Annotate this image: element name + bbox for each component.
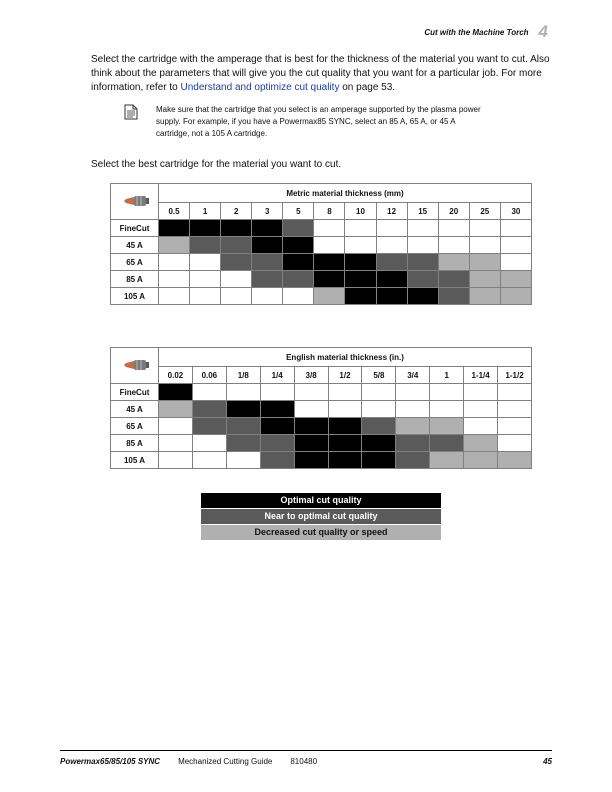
quality-cell bbox=[221, 220, 252, 237]
quality-cell bbox=[328, 418, 362, 435]
quality-cell bbox=[159, 384, 193, 401]
quality-cell bbox=[362, 435, 396, 452]
cartridge-label: 45 A bbox=[111, 237, 159, 254]
quality-cell bbox=[407, 237, 438, 254]
quality-cell bbox=[362, 384, 396, 401]
quality-cell bbox=[192, 384, 226, 401]
quality-cell bbox=[376, 237, 407, 254]
quality-cell bbox=[252, 254, 283, 271]
quality-cell bbox=[407, 288, 438, 305]
quality-cell bbox=[430, 452, 464, 469]
quality-cell bbox=[376, 220, 407, 237]
quality-cell bbox=[438, 237, 469, 254]
quality-cell bbox=[498, 418, 532, 435]
quality-cell bbox=[430, 435, 464, 452]
quality-cell bbox=[362, 401, 396, 418]
quality-cell bbox=[362, 452, 396, 469]
quality-cell bbox=[252, 271, 283, 288]
quality-cell bbox=[430, 401, 464, 418]
cartridge-label: 45 A bbox=[111, 401, 159, 418]
thickness-header: 12 bbox=[376, 203, 407, 220]
quality-cell bbox=[260, 452, 294, 469]
quality-cell bbox=[498, 401, 532, 418]
quality-cell bbox=[376, 288, 407, 305]
quality-cell bbox=[190, 237, 221, 254]
legend-decreased: Decreased cut quality or speed bbox=[201, 525, 441, 541]
quality-cell bbox=[469, 220, 500, 237]
quality-cell bbox=[221, 254, 252, 271]
cartridge-row bbox=[111, 288, 532, 305]
quality-cell bbox=[159, 220, 190, 237]
footer-rule bbox=[60, 750, 552, 751]
thickness-header: 25 bbox=[469, 203, 500, 220]
cartridge-label: 105 A bbox=[111, 288, 159, 305]
quality-cell bbox=[314, 237, 345, 254]
quality-cell bbox=[430, 418, 464, 435]
quality-cell bbox=[328, 384, 362, 401]
quality-cell bbox=[396, 418, 430, 435]
quality-cell bbox=[159, 271, 190, 288]
quality-cell bbox=[294, 418, 328, 435]
cartridge-row bbox=[111, 401, 532, 418]
thickness-header: 15 bbox=[407, 203, 438, 220]
thickness-header: 10 bbox=[345, 203, 376, 220]
quality-cell bbox=[226, 452, 260, 469]
quality-cell bbox=[376, 254, 407, 271]
cartridge-icon bbox=[120, 357, 150, 373]
quality-cell bbox=[226, 418, 260, 435]
quality-cell bbox=[192, 452, 226, 469]
quality-cell bbox=[328, 452, 362, 469]
cartridge-row bbox=[111, 271, 532, 288]
cartridge-row bbox=[111, 384, 532, 401]
quality-cell bbox=[159, 435, 193, 452]
quality-cell bbox=[190, 288, 221, 305]
quality-cell bbox=[464, 401, 498, 418]
thickness-header: 1 bbox=[430, 367, 464, 384]
thickness-header: 1-1/2 bbox=[498, 367, 532, 384]
quality-cell bbox=[396, 452, 430, 469]
quality-cell bbox=[294, 452, 328, 469]
quality-cell bbox=[283, 288, 314, 305]
quality-cell bbox=[345, 254, 376, 271]
quality-cell bbox=[190, 271, 221, 288]
quality-cell bbox=[500, 220, 531, 237]
quality-cell bbox=[252, 220, 283, 237]
quality-cell bbox=[221, 237, 252, 254]
footer-page-number: 45 bbox=[543, 757, 552, 766]
quality-cell bbox=[314, 288, 345, 305]
quality-cell bbox=[469, 254, 500, 271]
quality-cell bbox=[294, 401, 328, 418]
quality-cell bbox=[283, 271, 314, 288]
page-footer bbox=[60, 757, 552, 766]
quality-cell bbox=[252, 288, 283, 305]
cartridge-row bbox=[111, 418, 532, 435]
thickness-header: 8 bbox=[314, 203, 345, 220]
chapter-number: 4 bbox=[538, 22, 548, 41]
quality-cell bbox=[314, 220, 345, 237]
cartridge-label: 85 A bbox=[111, 271, 159, 288]
footer-part-number: 810480 bbox=[290, 757, 318, 766]
quality-cell bbox=[438, 271, 469, 288]
quality-cell bbox=[190, 254, 221, 271]
intro-paragraph bbox=[91, 53, 561, 95]
english-table-title: English material thickness (in.) bbox=[159, 348, 532, 367]
select-instruction: Select the best cartridge for the material you want to cut. bbox=[91, 159, 342, 170]
thickness-header: 0.5 bbox=[159, 203, 190, 220]
thickness-header: 2 bbox=[221, 203, 252, 220]
quality-cell bbox=[500, 271, 531, 288]
cartridge-row bbox=[111, 220, 532, 237]
quality-cell bbox=[314, 254, 345, 271]
cartridge-row bbox=[111, 435, 532, 452]
note-icon bbox=[124, 104, 138, 120]
quality-cell bbox=[226, 401, 260, 418]
metric-thickness-table bbox=[110, 183, 532, 305]
quality-cell bbox=[396, 384, 430, 401]
intro-text-before: Select the cartridge with the amperage that is best for the thickness of the material you want to cut. Also think about the parameters that will give you the cut quality that you want for a particular job. For more information, refer to bbox=[91, 54, 550, 93]
quality-cell bbox=[260, 418, 294, 435]
thickness-header: 0.06 bbox=[192, 367, 226, 384]
quality-cell bbox=[396, 401, 430, 418]
cartridge-image-cell bbox=[111, 184, 159, 220]
quality-cell bbox=[464, 384, 498, 401]
quality-cell bbox=[438, 220, 469, 237]
english-thickness-table bbox=[110, 347, 532, 469]
quality-cell bbox=[159, 288, 190, 305]
quality-cell bbox=[345, 271, 376, 288]
cartridge-icon bbox=[120, 193, 150, 209]
quality-cell bbox=[252, 237, 283, 254]
quality-cell bbox=[345, 220, 376, 237]
quality-cell bbox=[192, 435, 226, 452]
metric-table-title: Metric material thickness (mm) bbox=[159, 184, 532, 203]
quality-cell bbox=[438, 254, 469, 271]
quality-cell bbox=[221, 288, 252, 305]
cut-quality-legend bbox=[201, 493, 441, 541]
cartridge-row bbox=[111, 254, 532, 271]
quality-cell bbox=[260, 435, 294, 452]
thickness-header: 1-1/4 bbox=[464, 367, 498, 384]
quality-cell bbox=[260, 401, 294, 418]
quality-cell bbox=[159, 401, 193, 418]
quality-cell bbox=[498, 384, 532, 401]
quality-cell bbox=[328, 401, 362, 418]
quality-cell bbox=[159, 452, 193, 469]
quality-cell bbox=[500, 237, 531, 254]
quality-cell bbox=[192, 418, 226, 435]
thickness-header: 5 bbox=[283, 203, 314, 220]
quality-cell bbox=[159, 254, 190, 271]
cartridge-image-cell bbox=[111, 348, 159, 384]
legend-optimal: Optimal cut quality bbox=[201, 493, 441, 509]
thickness-header: 3/8 bbox=[294, 367, 328, 384]
quality-cell bbox=[314, 271, 345, 288]
quality-cell bbox=[283, 220, 314, 237]
note-block bbox=[124, 104, 484, 140]
quality-cell bbox=[345, 288, 376, 305]
thickness-header: 1/2 bbox=[328, 367, 362, 384]
quality-cell bbox=[498, 452, 532, 469]
thickness-header: 1 bbox=[190, 203, 221, 220]
quality-cell bbox=[469, 271, 500, 288]
quality-cell bbox=[376, 271, 407, 288]
legend-near-optimal: Near to optimal cut quality bbox=[201, 509, 441, 525]
quality-cell bbox=[190, 220, 221, 237]
cartridge-label: FineCut bbox=[111, 220, 159, 237]
quality-cell bbox=[226, 435, 260, 452]
thickness-header: 0.02 bbox=[159, 367, 193, 384]
quality-cell bbox=[464, 452, 498, 469]
quality-cell bbox=[464, 418, 498, 435]
intro-text-after: on page 53. bbox=[339, 82, 396, 93]
cartridge-label: 85 A bbox=[111, 435, 159, 452]
quality-cell bbox=[407, 220, 438, 237]
thickness-header: 1/4 bbox=[260, 367, 294, 384]
cartridge-label: FineCut bbox=[111, 384, 159, 401]
footer-guide: Mechanized Cutting Guide bbox=[178, 757, 273, 766]
quality-cell bbox=[345, 237, 376, 254]
quality-cell bbox=[500, 254, 531, 271]
header-title: Cut with the Machine Torch bbox=[424, 27, 529, 37]
quality-cell bbox=[362, 418, 396, 435]
quality-cell bbox=[283, 254, 314, 271]
cartridge-row bbox=[111, 452, 532, 469]
quality-cell bbox=[498, 435, 532, 452]
thickness-header: 3/4 bbox=[396, 367, 430, 384]
quality-cell bbox=[226, 384, 260, 401]
quality-cell bbox=[464, 435, 498, 452]
note-text: Make sure that the cartridge that you select is an amperage supported by the plasma power supply. For example, if you have a Powermax85 SYNC, select an 85 A, 65 A, or 45 A cartridge, not a 105 A cartridge. bbox=[156, 105, 481, 138]
thickness-header: 3 bbox=[252, 203, 283, 220]
footer-product: Powermax65/85/105 SYNC bbox=[60, 757, 161, 766]
cartridge-label: 65 A bbox=[111, 254, 159, 271]
thickness-header: 5/8 bbox=[362, 367, 396, 384]
quality-cell bbox=[396, 435, 430, 452]
quality-cell bbox=[260, 384, 294, 401]
quality-cell bbox=[328, 435, 362, 452]
quality-cell bbox=[294, 435, 328, 452]
quality-cell bbox=[221, 271, 252, 288]
page-header bbox=[424, 22, 548, 42]
quality-cell bbox=[500, 288, 531, 305]
thickness-header: 20 bbox=[438, 203, 469, 220]
cartridge-label: 105 A bbox=[111, 452, 159, 469]
quality-cell bbox=[430, 384, 464, 401]
quality-cell bbox=[438, 288, 469, 305]
quality-cell bbox=[407, 271, 438, 288]
quality-cell bbox=[283, 237, 314, 254]
quality-cell bbox=[294, 384, 328, 401]
thickness-header: 1/8 bbox=[226, 367, 260, 384]
cut-quality-link[interactable]: Understand and optimize cut quality bbox=[180, 82, 340, 93]
quality-cell bbox=[469, 288, 500, 305]
quality-cell bbox=[159, 237, 190, 254]
quality-cell bbox=[192, 401, 226, 418]
quality-cell bbox=[159, 418, 193, 435]
quality-cell bbox=[469, 237, 500, 254]
quality-cell bbox=[407, 254, 438, 271]
cartridge-row bbox=[111, 237, 532, 254]
thickness-header: 30 bbox=[500, 203, 531, 220]
cartridge-label: 65 A bbox=[111, 418, 159, 435]
